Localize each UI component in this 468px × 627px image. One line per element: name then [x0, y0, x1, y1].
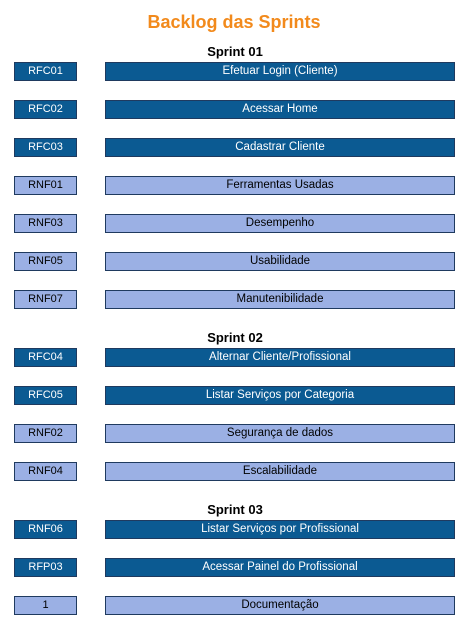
requirement-code: RFC01: [14, 62, 77, 81]
requirement-label: Listar Serviços por Profissional: [105, 520, 455, 539]
requirement-code: RNF07: [14, 290, 77, 309]
sprint-heading: Sprint 01: [207, 44, 263, 59]
backlog-row: [0, 138, 468, 157]
sprint-heading: Sprint 02: [207, 330, 263, 345]
requirement-code: 1: [14, 596, 77, 615]
backlog-row: [0, 214, 468, 233]
requirement-code: RNF04: [14, 462, 77, 481]
page-title: Backlog das Sprints: [147, 12, 321, 32]
requirement-label: Usabilidade: [105, 252, 455, 271]
backlog-row: [0, 596, 468, 615]
requirement-label: Segurança de dados: [105, 424, 455, 443]
backlog-row: [0, 462, 468, 481]
requirement-label: Efetuar Login (Cliente): [105, 62, 455, 81]
requirement-code: RNF02: [14, 424, 77, 443]
backlog-row: [0, 252, 468, 271]
requirement-code: RNF01: [14, 176, 77, 195]
backlog-row: [0, 520, 468, 539]
backlog-row: [0, 424, 468, 443]
requirement-code: RNF06: [14, 520, 77, 539]
requirement-label: Manutenibilidade: [105, 290, 455, 309]
backlog-row: [0, 348, 468, 367]
requirement-label: Cadastrar Cliente: [105, 138, 455, 157]
requirement-code: RNF03: [14, 214, 77, 233]
requirement-label: Desempenho: [105, 214, 455, 233]
requirement-code: RFC05: [14, 386, 77, 405]
requirement-label: Acessar Home: [105, 100, 455, 119]
requirement-label: Ferramentas Usadas: [105, 176, 455, 195]
requirement-label: Escalabilidade: [105, 462, 455, 481]
backlog-row: [0, 558, 468, 577]
sprint-heading: Sprint 03: [207, 502, 263, 517]
requirement-label: Listar Serviços por Categoria: [105, 386, 455, 405]
requirement-code: RFC04: [14, 348, 77, 367]
backlog-row: [0, 176, 468, 195]
requirement-label: Documentação: [105, 596, 455, 615]
backlog-row: [0, 290, 468, 309]
requirement-label: Acessar Painel do Profissional: [105, 558, 455, 577]
backlog-row: [0, 100, 468, 119]
requirement-code: RNF05: [14, 252, 77, 271]
requirement-label: Alternar Cliente/Profissional: [105, 348, 455, 367]
requirement-code: RFP03: [14, 558, 77, 577]
backlog-row: [0, 386, 468, 405]
backlog-row: [0, 62, 468, 81]
requirement-code: RFC03: [14, 138, 77, 157]
requirement-code: RFC02: [14, 100, 77, 119]
